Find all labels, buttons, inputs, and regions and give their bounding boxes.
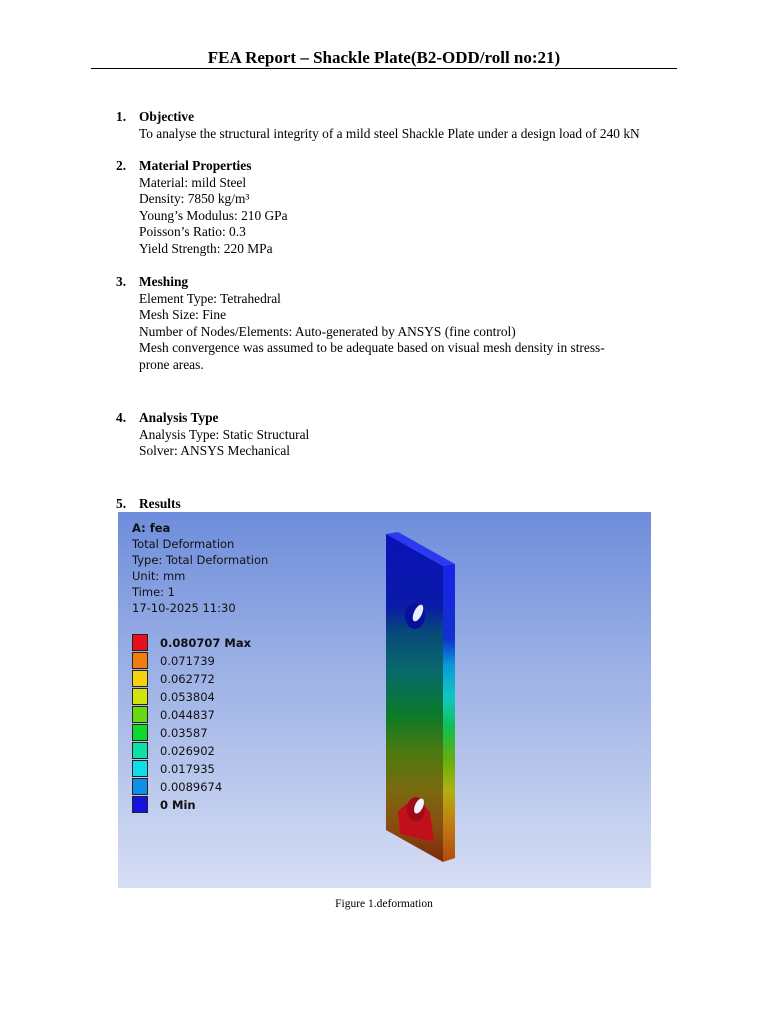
section-heading: Analysis Type <box>139 410 219 425</box>
figure-caption: Figure 1.deformation <box>335 898 433 910</box>
legend-label: 0.03587 <box>160 726 208 740</box>
section-meshing <box>116 274 696 373</box>
result-date: 17-10-2025 11:30 <box>132 601 236 615</box>
result-time: Time: 1 <box>132 585 175 599</box>
section-line: Poisson’s Ratio: 0.3 <box>139 224 246 239</box>
section-line: Solver: ANSYS Mechanical <box>139 443 290 458</box>
title-underline <box>91 68 677 69</box>
legend-label: 0.044837 <box>160 708 215 722</box>
section-line: Mesh convergence was assumed to be adequate based on visual mesh density in stress- <box>139 340 605 355</box>
legend-label: 0 Min <box>160 798 196 812</box>
section-objective <box>116 109 696 142</box>
section-results <box>116 496 696 513</box>
section-line: Material: mild Steel <box>139 174 247 190</box>
section-line: Analysis Type: Static Structural <box>139 426 310 442</box>
legend-label: 0.026902 <box>160 744 215 758</box>
result-unit: Unit: mm <box>132 569 186 583</box>
legend-label: 0.053804 <box>160 690 215 704</box>
legend-label: 0.0089674 <box>160 780 223 794</box>
shackle-plate-model <box>118 512 651 888</box>
section-number: 5. <box>116 496 127 511</box>
section-material-properties <box>116 158 696 257</box>
legend-label: 0.071739 <box>160 654 215 668</box>
result-type: Type: Total Deformation <box>132 553 269 567</box>
legend-label: 0.080707 Max <box>160 636 252 650</box>
section-line: Number of Nodes/Elements: Auto-generated by ANSYS (fine control) <box>139 323 516 339</box>
section-number: 3. <box>116 274 127 289</box>
system-name: A: fea <box>132 521 171 535</box>
plate-side-face <box>443 564 455 862</box>
section-analysis-type <box>116 410 696 460</box>
section-line: Element Type: Tetrahedral <box>139 290 281 306</box>
section-line: Density: 7850 kg/m³ <box>139 191 250 206</box>
section-line: Yield Strength: 220 MPa <box>139 240 273 256</box>
section-line: Mesh Size: Fine <box>139 307 227 322</box>
section-number: 1. <box>116 109 127 124</box>
section-heading: Objective <box>139 109 195 124</box>
result-name: Total Deformation <box>132 537 235 551</box>
section-line: To analyse the structural integrity of a mild steel Shackle Plate under a design load of 240 kN <box>139 125 640 141</box>
section-line: prone areas. <box>139 356 204 372</box>
section-heading: Material Properties <box>139 158 252 173</box>
deformation-figure <box>118 512 651 888</box>
legend-label: 0.062772 <box>160 672 215 686</box>
section-line: Young’s Modulus: 210 GPa <box>139 207 288 223</box>
section-heading: Meshing <box>139 274 189 289</box>
section-number: 4. <box>116 410 127 425</box>
section-number: 2. <box>116 158 127 173</box>
legend-label: 0.017935 <box>160 762 215 776</box>
section-heading: Results <box>139 496 181 511</box>
report-title: FEA Report – Shackle Plate(B2-ODD/roll no:21) <box>207 48 561 67</box>
